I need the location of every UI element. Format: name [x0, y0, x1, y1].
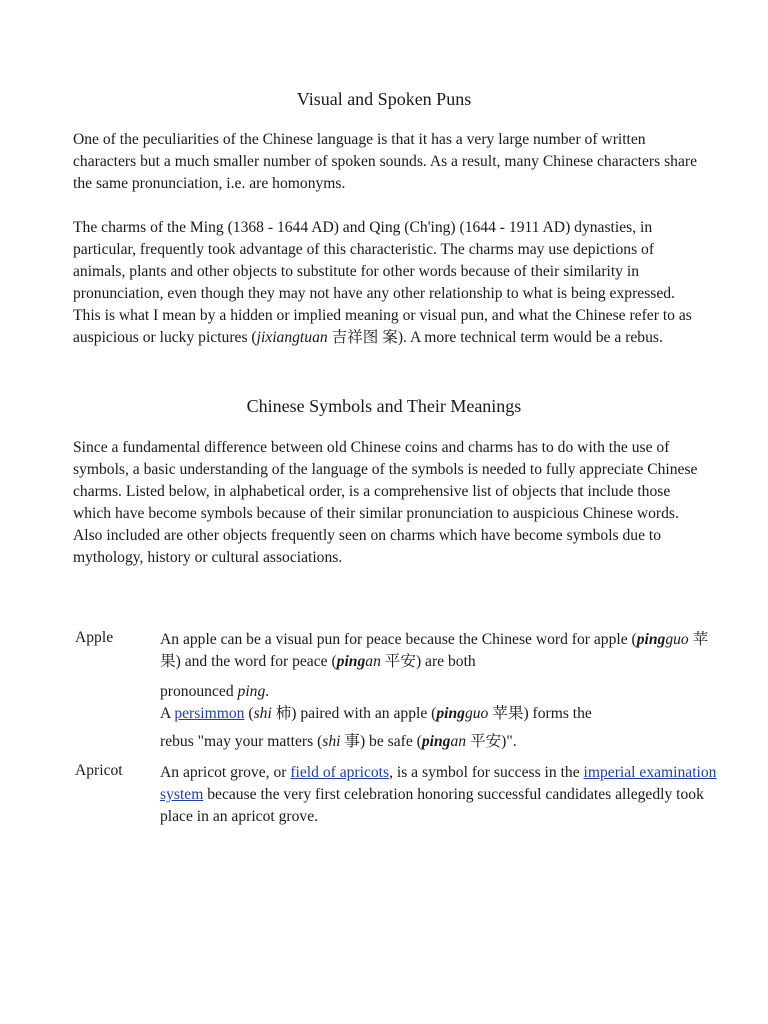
section-title-symbols: Chinese Symbols and Their Meanings: [246, 396, 522, 416]
entry-definition-apple: An apple can be a visual pun for peace because the Chinese word for apple (pingguo 苹果) and the word for peace (pingan 平安) are both pronounced ping. A persimmon (shi 柿) paired with an apple (pingguo 苹果) forms the rebus "may your matters (shi 事) be safe (pingan 平安)".: [160, 629, 720, 753]
jixiangtuan-hanzi: 吉祥图 案: [327, 329, 398, 346]
apple-line-rebus: rebus "may your matters (shi 事) be safe (pingan 平安)".: [160, 733, 517, 750]
imperial-examination-link[interactable]: imperial examination system: [160, 764, 717, 803]
field-of-apricots-link[interactable]: field of apricots: [290, 764, 390, 781]
persimmon-link[interactable]: persimmon: [174, 705, 245, 722]
charms-paragraph-text: The charms of the Ming (1368 - 1644 AD) and Qing (Ch'ing) (1644 - 1911 AD) dynasties, in particular, frequently took advantage of this characteristic. The charms may use depictions of animals, plants and other objects to substitute for other words because of their similarity in pronunciation, even though they may not have any other relationship to what is being expressed. This is what I mean by a hidden or implied meaning or visual pun, and what the Chinese refer to as auspicious or lucky pictures (: [73, 219, 692, 346]
symbols-paragraph: Since a fundamental difference between old Chinese coins and charms has to do with the use of symbols, a basic understanding of the language of the symbols is needed to fully appreciate Chinese charms. Listed below, in alphabetical order, is a comprehensive list of objects that include those which have become symbols because of their similar pronunciation to auspicious Chinese words. Also included are other objects frequently seen on charms which have become symbols due to mythology, history or cultural associations.: [73, 439, 698, 566]
entry-term-apricot: Apricot: [75, 762, 123, 779]
section-title-visual-puns: Visual and Spoken Puns: [296, 89, 472, 109]
entry-definition-apricot: An apricot grove, or field of apricots, is a symbol for success in the imperial examination system because the very first celebration honoring successful candidates allegedly took place in an apricot grove.: [160, 764, 717, 825]
intro-paragraph: One of the peculiarities of the Chinese language is that it has a very large number of written characters but a much smaller number of spoken sounds. As a result, many Chinese characters share the same pronunciation, i.e. are homonyms.: [73, 131, 697, 192]
charms-paragraph-end: ). A more technical term would be a rebus.: [397, 329, 663, 346]
apple-line-pronounced: pronounced ping. A persimmon (shi 柿) paired with an apple (pingguo 苹果) forms the: [160, 683, 592, 722]
charms-paragraph: [73, 217, 703, 349]
entry-term-apple: Apple: [75, 629, 114, 646]
jixiangtuan-term: jixiangtuan: [256, 329, 328, 346]
